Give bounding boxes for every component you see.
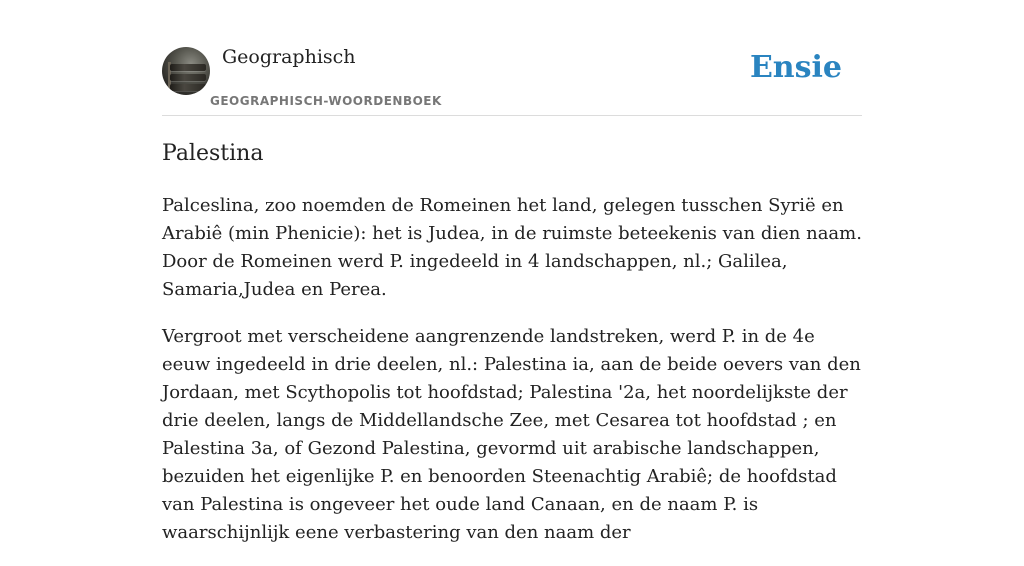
header xyxy=(162,0,862,116)
page xyxy=(162,0,862,543)
book-shape xyxy=(170,74,206,81)
ensie-logo[interactable]: Ensie xyxy=(749,50,842,85)
site-subtitle-link[interactable]: GEOGRAPHISCH-WOORDENBOEK xyxy=(210,94,442,108)
site-name-link[interactable]: Geographisch xyxy=(222,46,356,68)
book-shape xyxy=(170,64,206,71)
book-shape xyxy=(170,84,206,91)
article-paragraph: Vergroot met verscheidene aangrenzende landstreken, werd P. in de 4e eeuw ingedeeld in drie deelen, nl.: Palestina ia, aan de beide oevers van den Jordaan, met Scythopolis tot hoofdstad; Palestina '2a, het noordelijkste der drie deelen, langs de Middellandsche Zee, met Cesarea tot hoofdstad ; en Palestina 3a, of Gezond Palestina, gevormd uit arabische landschappen, bezuiden het eigenlijke P. en benoorden Steenachtig Arabiê; de hoofdstad van Palestina is ongeveer het oude land Canaan, en de naam P. is waarschijnlijk eene verbastering van den naam der xyxy=(162,326,861,543)
article-body xyxy=(162,192,862,566)
article-paragraph: Palceslina, zoo noemden de Romeinen het land, gelegen tusschen Syrië en Arabiê (min Phenicie): het is Judea, in de ruimste beteekenis van dien naam. Door de Romeinen werd P. ingedeeld in 4 landschappen, nl.; Galilea, Samaria,Judea en Perea. xyxy=(162,195,862,300)
page-title: Palestina xyxy=(162,141,264,166)
books-avatar-icon[interactable] xyxy=(162,47,210,95)
